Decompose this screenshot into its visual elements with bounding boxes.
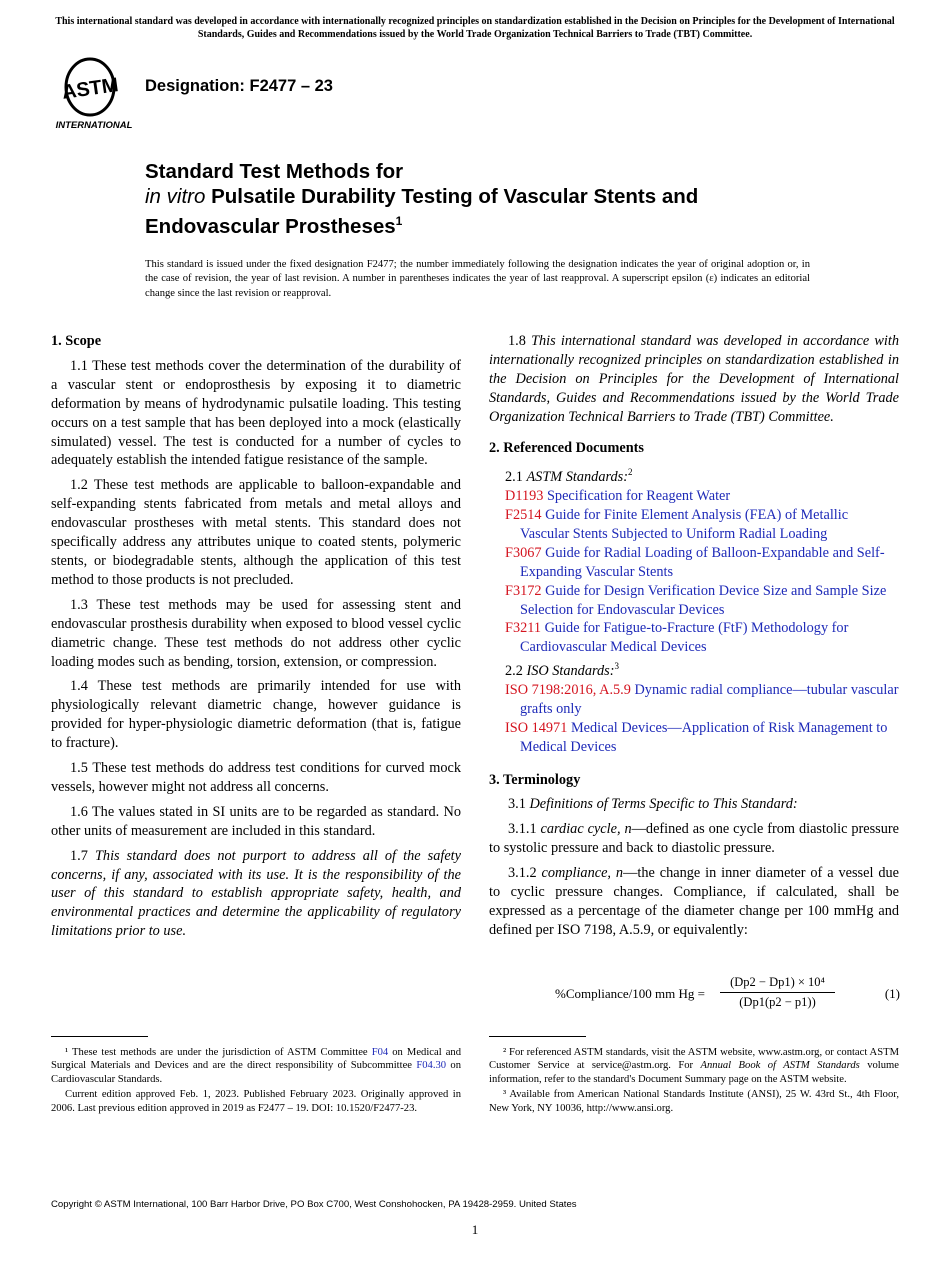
- footnote-3: ³ Available from American National Standards Institute (ANSI), 25 W. 43rd St., 4th Floor, New York, NY 10036, http://www.ansi.org.: [489, 1089, 899, 1114]
- refdocs-heading: 2. Referenced Documents: [489, 439, 644, 456]
- footnotes-left: [51, 1046, 461, 1117]
- para-1-7-num: 1.7: [70, 847, 88, 864]
- para-3-1-text: Definitions of Terms Specific to This Standard:: [529, 796, 798, 813]
- term-compliance: compliance, n: [541, 865, 624, 882]
- para-1-2: 1.2 These test methods are applicable to balloon-expandable and self-expanding stents fabricated from metals and metal alloys and endovascular prostheses with metal stents. This standard does not specifically address any attributes unique to coated stents, polymeric stents, or biodegradable stents, although the application of this test method to those products is not precluded.: [51, 477, 461, 588]
- para-1-5: 1.5 These test methods do address test conditions for curved mock vessels, however might not address all concerns.: [51, 760, 461, 795]
- ref-code[interactable]: ISO 7198:2016, A.5.9: [505, 681, 631, 698]
- astm-standards-label: [489, 463, 899, 487]
- tbt-notice: This international standard was developed in accordance with internationally recognized principles on standardization established in the Decision on Principles for the Development of International Standards, Guides and Recommendations issued by the World Trade Organization Technical Barriers to Trade (TBT) Committee.: [55, 16, 895, 40]
- para-3-1-2-text: —the change in inner diameter of a vessel due to cyclic pressure changes. Compliance, if calculated, shall be expressed as a percentage of the diameter change per 100 mmHg and defined per ISO 7198, A.5.9, or equivalently:: [489, 865, 899, 938]
- title-line3: Endovascular Prostheses: [145, 214, 396, 238]
- para-3-1-2: [489, 864, 899, 940]
- para-3-1-1-num: 3.1.1: [508, 821, 537, 838]
- para-1-4: 1.4 These test methods are primarily intended for use with physiologically relevant diametric change, however guidance is provided for hyper-physiologic diametric deformation (that is, fatigue to fracture).: [51, 678, 461, 752]
- fn1-text-c: on Cardiovascular Standards.: [51, 1060, 462, 1085]
- term-cardiac-cycle: cardiac cycle, n: [540, 821, 632, 838]
- document-title: [145, 160, 845, 239]
- ref-iso-7198[interactable]: [489, 681, 899, 719]
- scope-heading: 1. Scope: [51, 333, 102, 349]
- ref-title[interactable]: Medical Devices—Application of Risk Management to Medical Devices: [520, 719, 888, 755]
- page-number: 1: [471, 1222, 479, 1237]
- para-3-1-1-text: —defined as one cycle from diastolic pressure to systolic pressure and back to diastolic pressure.: [489, 821, 899, 857]
- subcommittee-f04-30-link[interactable]: F04.30: [416, 1060, 447, 1072]
- ref-code[interactable]: D1193: [505, 488, 544, 505]
- fn2-text-b: volume information, refer to the standard's Document Summary page on the ASTM website.: [489, 1060, 899, 1085]
- para-1-7: [51, 847, 461, 942]
- footnote-2: [489, 1046, 899, 1086]
- ref-code[interactable]: F3172: [505, 582, 542, 599]
- issued-note: This standard is issued under the fixed designation F2477; the number immediately following the designation indicates the year of original adoption or, in the case of revision, the year of last revision. A number in parentheses indicates the year of last reapproval. A superscript epsilon (ε) indicates an editorial change since the last revision or reapproval.: [145, 259, 810, 299]
- equation-numerator: (Dp2 − Dp1) × 10⁴: [720, 975, 835, 993]
- ref-title[interactable]: Dynamic radial compliance—tubular vascular grafts only: [520, 681, 899, 717]
- footnote-rule-right: [489, 1036, 586, 1037]
- fn1-text-a: ¹ These test methods are under the jurisdiction of ASTM Committee: [65, 1047, 372, 1058]
- footnote-rule-left: [51, 1036, 148, 1037]
- fn1-text-b: on Medical and Surgical Materials and Devices and are the direct responsibility of Subcommittee: [51, 1047, 462, 1072]
- para-1-8-text: This international standard was developed in accordance with internationally recognized principles on standardization established in the Decision on Principles for the Development of International Standards, Guides and Recommendations issued by the World Trade Organization Technical Barriers to Trade (TBT) Committee.: [489, 333, 900, 425]
- terminology-heading: 3. Terminology: [489, 771, 581, 788]
- para-1-8: [489, 332, 899, 427]
- iso-label-text: ISO Standards:: [526, 663, 615, 680]
- title-line2: Pulsatile Durability Testing of Vascular Stents and: [205, 184, 699, 208]
- footnote-1: [51, 1046, 461, 1086]
- equation-fraction: [720, 975, 835, 1010]
- ref-f3067[interactable]: [489, 544, 899, 582]
- para-1-8-num: 1.8: [508, 333, 526, 349]
- ref-code[interactable]: F3211: [505, 620, 542, 637]
- para-3-1-2-num: 3.1.2: [508, 865, 537, 882]
- ref-code[interactable]: F2514: [505, 507, 542, 524]
- left-column: [51, 332, 461, 947]
- ref-f3211[interactable]: [489, 619, 899, 657]
- ref-title[interactable]: Guide for Finite Element Analysis (FEA) of Metallic Vascular Stents Subjected to Uniform Radial Loading: [520, 507, 849, 542]
- para-3-1-1: [489, 820, 899, 858]
- logo-org: INTERNATIONAL: [55, 120, 133, 131]
- ref-f2514[interactable]: [489, 506, 899, 544]
- footnotes-right: [489, 1046, 899, 1117]
- astm-logo: [52, 57, 136, 133]
- title-italic: in vitro: [145, 184, 206, 208]
- astm-label-text: ASTM Standards:: [526, 469, 628, 486]
- iso-sup: 3: [614, 661, 619, 672]
- ref-code[interactable]: ISO 14971: [505, 719, 568, 736]
- astm-sup: 2: [628, 467, 633, 478]
- astm-num: 2.1: [505, 469, 523, 486]
- ref-title[interactable]: Guide for Radial Loading of Balloon-Expandable and Self-Expanding Vascular Stents: [520, 544, 885, 580]
- equation-number: (1): [884, 986, 900, 1001]
- ref-title[interactable]: Guide for Fatigue-to-Fracture (FtF) Methodology for Cardiovascular Medical Devices: [520, 620, 849, 656]
- right-column: [489, 332, 899, 946]
- equation-label: %Compliance/100 mm Hg =: [555, 986, 705, 1001]
- para-1-7-text: This standard does not purport to address all of the safety concerns, if any, associated with its use. It is the responsibility of the user of this standard to establish appropriate safety, health, and environmental practices and determine the applicability of regulatory limitations prior to use.: [51, 847, 461, 940]
- footnote-1-edition: Current edition approved Feb. 1, 2023. Published February 2023. Originally approved in 2006. Last previous edition approved in 2019 as F2477 – 19. DOI: 10.1520/F2477-23.: [51, 1089, 461, 1114]
- logo-mark: ASTM: [60, 74, 120, 104]
- fn2-text-a: ² For referenced ASTM standards, visit the ASTM website, www.astm.org, or contact ASTM Customer Service at service@astm.org. For: [489, 1047, 899, 1072]
- para-3-1-num: 3.1: [508, 796, 526, 813]
- para-1-6: 1.6 The values stated in SI units are to be regarded as standard. No other units of measurement are included in this standard.: [51, 803, 461, 839]
- para-1-1: 1.1 These test methods cover the determination of the durability of a vascular stent or endoprosthesis by exposing it to diametric deformation by means of hydrodynamic pulsatile loading. This testing occurs on a test sample that has been deployed into a mock (elastically simulated) vessel. The test is conducted for a number of cycles to adequately establish the intended fatigue resistance of the sample.: [51, 357, 461, 469]
- equation-denominator: (Dp1(p2 − p1)): [739, 995, 816, 1009]
- copyright-line: Copyright © ASTM International, 100 Barr Harbor Drive, PO Box C700, West Conshohocken, PA 19428-2959. United States: [51, 1199, 577, 1210]
- designation: Designation: F2477 – 23: [145, 77, 333, 95]
- ref-d1193[interactable]: [489, 487, 899, 506]
- ref-iso-14971[interactable]: [489, 719, 899, 757]
- iso-standards-label: [489, 657, 899, 681]
- ref-f3172[interactable]: [489, 582, 899, 620]
- para-1-3: 1.3 These test methods may be used for assessing stent and endovascular prosthesis durability when exposed to blood vessel cyclic diametric change. These test methods do not address other cyclic loading modes such as bending, torsion, extension, or compression.: [51, 596, 461, 670]
- ref-title[interactable]: Specification for Reagent Water: [546, 488, 731, 505]
- iso-num: 2.2: [505, 663, 523, 680]
- committee-f04-link[interactable]: F04: [371, 1047, 389, 1058]
- title-footnote-mark: 1: [395, 214, 403, 228]
- para-3-1: [489, 795, 899, 814]
- ref-code[interactable]: F3067: [505, 544, 542, 561]
- title-line1: Standard Test Methods for: [145, 160, 404, 183]
- fn2-annual-book: Annual Book of ASTM Standards: [700, 1060, 860, 1072]
- ref-title[interactable]: Guide for Design Verification Device Size and Sample Size Selection for Endovascular Devices: [520, 582, 887, 618]
